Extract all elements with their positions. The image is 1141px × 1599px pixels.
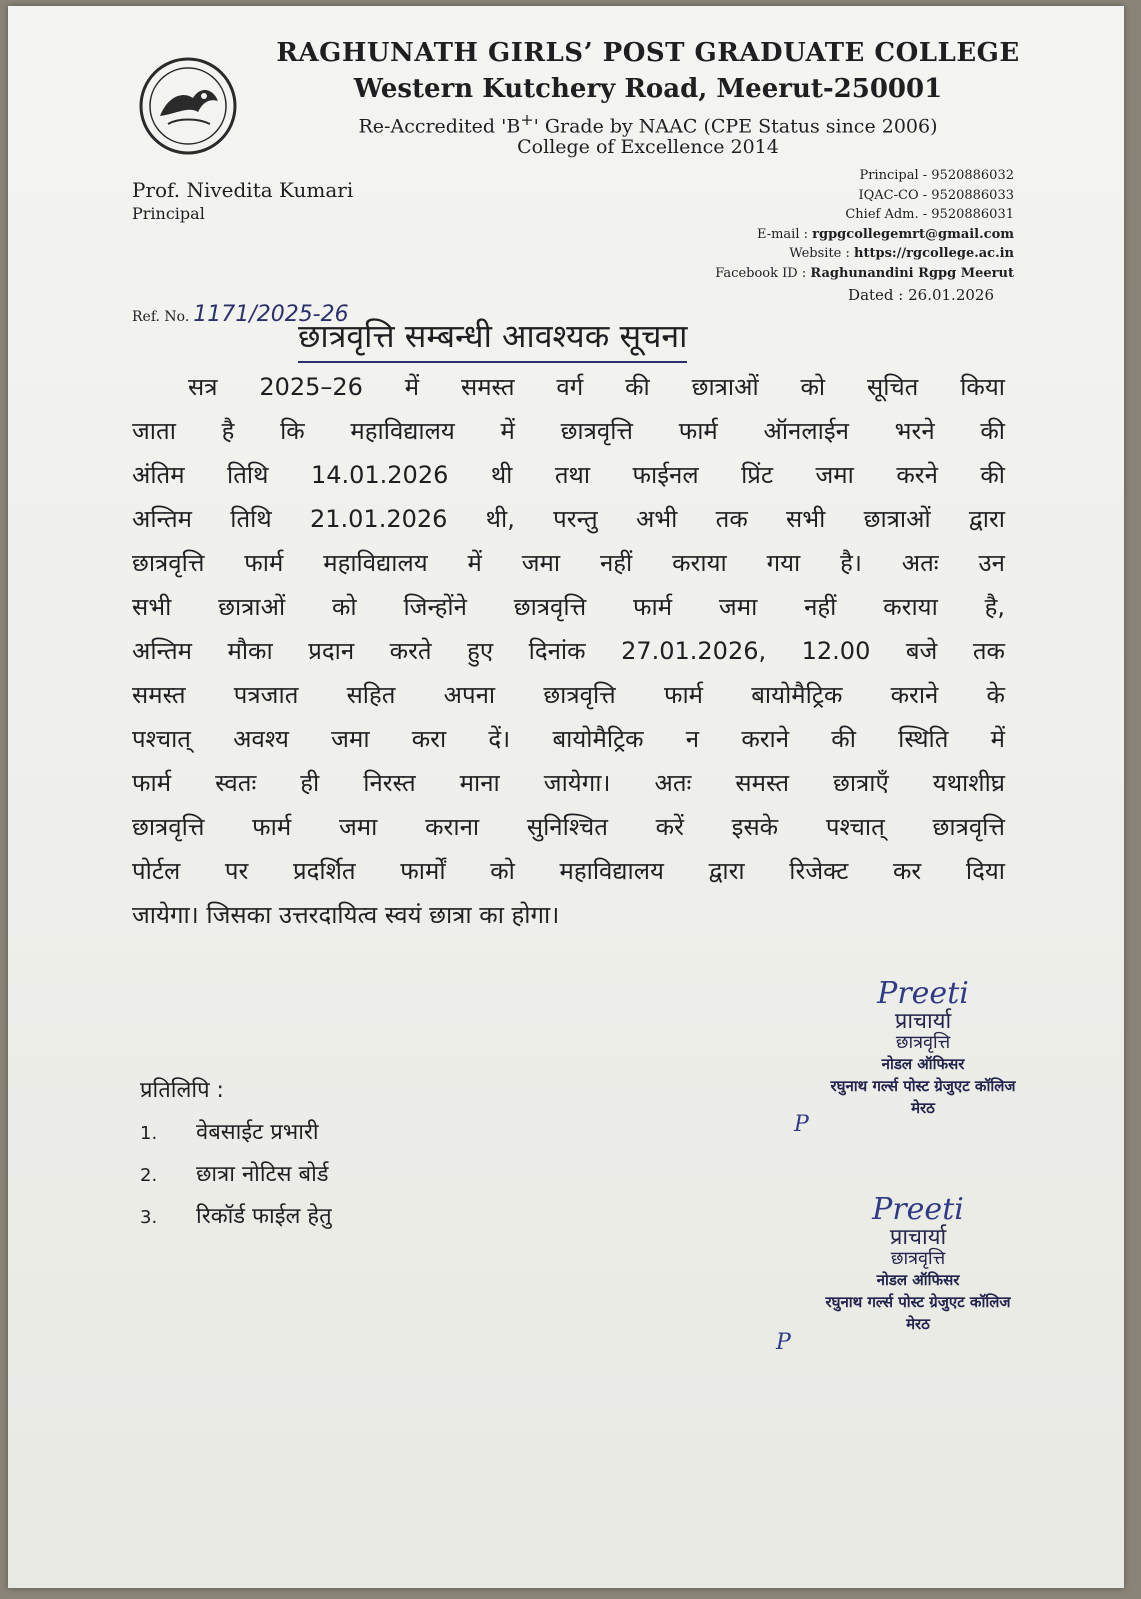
accreditation-post: ' Grade by NAAC (CPE Status since 2006) [533,115,938,138]
copy-to-item [140,1158,329,1188]
college-name: RAGHUNATH GIRLS’ POST GRADUATE COLLEGE [276,38,1020,68]
principal-name: Prof. Nivedita Kumari [132,178,354,202]
ref-handwritten: 1171/2025-26 [193,302,349,327]
body-line: अन्तिम मौका प्रदान करते हुए दिनांक 27.01.2026, 12.00 बजे तक [132,637,1005,665]
email-value: rgpgcollegemrt@gmail.com [812,226,1014,242]
copy-to-item [140,1116,319,1146]
stamp-city: मेरठ [906,1315,930,1333]
stamp-initial-1: P [794,1112,809,1137]
ref-label: Ref. No. [132,309,190,325]
copy-item-text: रिकॉर्ड फाईल हेतु [196,1204,332,1229]
body-line: सत्र 2025–26 में समस्त वर्ग की छात्राओं को सूचित किया [188,373,1005,401]
copy-item-text: छात्रा नोटिस बोर्ड [196,1162,329,1187]
accreditation-line [253,110,1043,137]
body-line: जायेगा। जिसका उत्तरदायित्व स्वयं छात्रा का होगा। [132,901,560,929]
stamp-college: रघुनाथ गर्ल्स पोस्ट ग्रेजुएट कॉलिज [830,1077,1016,1095]
contact-website [715,244,1014,264]
contact-iqac: IQAC-CO - 9520886033 [858,187,1014,203]
copy-item-number: 2. [140,1165,158,1186]
college-address: Western Kutchery Road, Meerut-250001 [353,74,943,104]
stamp-college: रघुनाथ गर्ल्स पोस्ट ग्रेजुएट कॉलिज [825,1293,1011,1311]
facebook-value: Raghunandini Rgpg Meerut [810,265,1014,281]
copy-to-heading: प्रतिलिपि : [140,1078,224,1103]
signature-scribble: Preeti [872,1192,964,1227]
website-label: Website : [789,246,855,261]
stamp-initial-2: P [776,1330,791,1355]
stamp-dept: छात्रवृत्ति [890,1248,946,1269]
signature-stamp-2 [778,1192,1058,1335]
copy-item-number: 1. [140,1123,158,1144]
stamp-officer: नोडल ऑफिसर [881,1055,965,1073]
notice-document [8,6,1124,1588]
stamp-role: प्राचार्या [894,1009,952,1034]
copy-to-item [140,1200,332,1230]
body-line: फार्म स्वतः ही निरस्त माना जायेगा। अतः समस्त छात्राएँ यथाशीघ्र [132,769,1005,797]
body-line: सभी छात्राओं को जिन्होंने छात्रवृत्ति फार्म जमा नहीं कराया है, [132,593,1005,621]
contact-chief-adm: Chief Adm. - 9520886031 [845,207,1014,222]
body-line: पोर्टल पर प्रदर्शित फार्मों को महाविद्यालय द्वारा रिजेक्ट कर दिया [132,857,1005,885]
body-line: समस्त पत्रजात सहित अपना छात्रवृत्ति फार्म बायोमैट्रिक कराने के [132,681,1005,709]
signature-stamp-1 [788,976,1058,1119]
website-value: https://rgcollege.ac.in [854,246,1014,261]
accreditation-sup: + [520,110,534,129]
email-label: E-mail : [756,226,813,242]
stamp-city: मेरठ [911,1099,935,1117]
copy-item-text: वेबसाईट प्रभारी [196,1120,319,1145]
facebook-label: Facebook ID : [715,265,811,281]
body-line: छात्रवृत्ति फार्म महाविद्यालय में जमा नहीं कराया गया है। अतः उन [132,549,1005,577]
contact-block [715,166,1014,283]
copy-item-number: 3. [140,1207,158,1228]
body-line: अन्तिम तिथि 21.01.2026 थी, परन्तु अभी तक सभी छात्राओं द्वारा [132,505,1005,533]
stamp-role: प्राचार्या [889,1225,947,1250]
stamp-officer: नोडल ऑफिसर [876,1271,960,1289]
stamp-dept: छात्रवृत्ति [895,1032,951,1053]
dated-line: Dated : 26.01.2026 [848,286,994,304]
body-line: पश्चात् अवश्य जमा करा दें। बायोमैट्रिक न कराने की स्थिति में [132,725,1005,753]
notice-title: छात्रवृत्ति सम्बन्धी आवश्यक सूचना [298,314,687,363]
signature-scribble: Preeti [877,976,969,1011]
body-line: अंतिम तिथि 14.01.2026 थी तथा फाईनल प्रिंट जमा करने की [132,461,1005,489]
principal-title: Principal [132,204,205,223]
excellence-line: College of Excellence 2014 [517,136,779,158]
college-seal-icon [138,56,238,156]
body-line: जाता है कि महाविद्यालय में छात्रवृत्ति फार्म ऑनलाईन भरने की [132,417,1005,445]
accreditation-pre: Re-Accredited 'B [358,115,521,138]
contact-facebook [715,264,1014,284]
contact-principal: Principal - 9520886032 [859,168,1014,183]
body-line: छात्रवृत्ति फार्म जमा कराना सुनिश्चित करें इसके पश्चात् छात्रवृत्ति [132,813,1005,841]
contact-email [715,225,1014,245]
